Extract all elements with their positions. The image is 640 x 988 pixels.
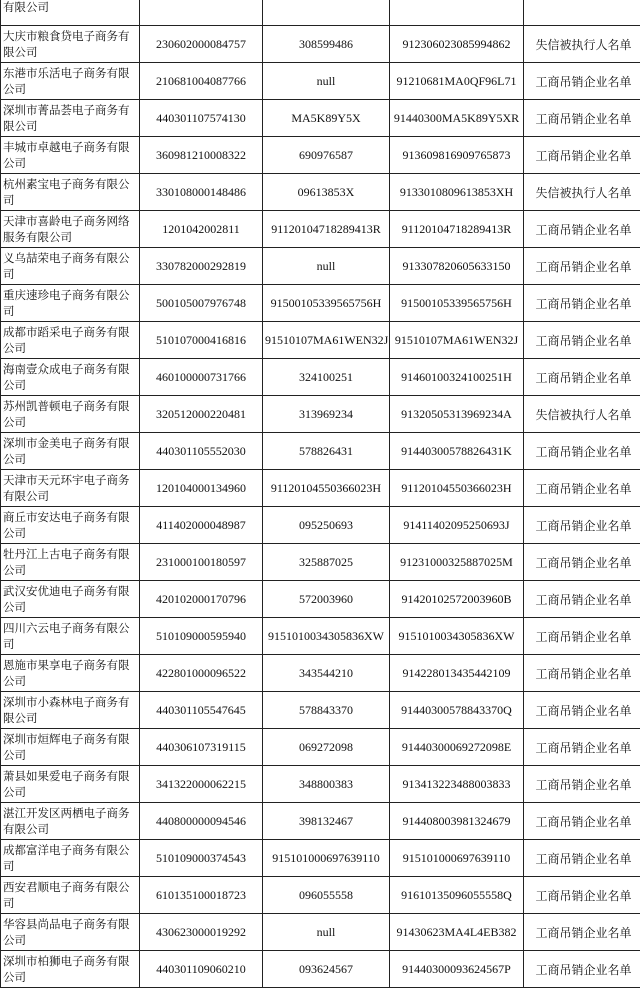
organization-code-cell: 343544210 xyxy=(263,655,390,692)
credit-code-cell: 91440300578843370Q xyxy=(390,692,524,729)
list-type-cell: 工商吊销企业名单 xyxy=(524,803,640,840)
credit-code-cell: 91320505313969234A xyxy=(390,396,524,433)
registration-number-cell: 500105007976748 xyxy=(140,285,263,322)
company-name-cell: 大庆市粮食贷电子商务有限公司 xyxy=(1,26,140,63)
registration-number-cell: 320512000220481 xyxy=(140,396,263,433)
list-type-cell: 工商吊销企业名单 xyxy=(524,248,640,285)
list-type-cell: 工商吊销企业名单 xyxy=(524,63,640,100)
registration-number-cell: 510109000374543 xyxy=(140,840,263,877)
table-row xyxy=(1,63,640,100)
company-name-cell: 苏州凯普顿电子商务有限公司 xyxy=(1,396,140,433)
organization-code-cell: null xyxy=(263,63,390,100)
credit-code-cell: 9151010034305836XW xyxy=(390,618,524,655)
company-name-cell: 恩施市果享电子商务有限公司 xyxy=(1,655,140,692)
credit-code-cell: 91231000325887025M xyxy=(390,544,524,581)
credit-code-cell: 91440300MA5K89Y5XR xyxy=(390,100,524,137)
credit-code-cell: 91230602308599486​2 xyxy=(390,26,524,63)
credit-code-cell: 91120104718289413R xyxy=(390,211,524,248)
organization-code-cell: 095250693 xyxy=(263,507,390,544)
credit-code-cell: 91460100324100251H xyxy=(390,359,524,396)
company-name-cell: 萧县如果爱电子商务有限公司 xyxy=(1,766,140,803)
organization-code-cell: 91510107MA61WEN32J xyxy=(263,322,390,359)
list-type-cell: 工商吊销企业名单 xyxy=(524,470,640,507)
table-row xyxy=(1,507,640,544)
credit-code-cell: 91440300578826431K xyxy=(390,433,524,470)
table-row xyxy=(1,544,640,581)
table-row xyxy=(1,803,640,840)
organization-code-cell: 313969234 xyxy=(263,396,390,433)
list-type-cell: 工商吊销企业名单 xyxy=(524,692,640,729)
table-row xyxy=(1,100,640,137)
table-row xyxy=(1,174,640,211)
list-type-cell: 工商吊销企业名单 xyxy=(524,951,640,988)
company-name-cell: 四川六云电子商务有限公司 xyxy=(1,618,140,655)
list-type-cell: 工商吊销企业名单 xyxy=(524,766,640,803)
company-name-cell: 深圳市小森林电子商务有限公司 xyxy=(1,692,140,729)
table-row xyxy=(1,951,640,988)
credit-code-cell: 91330782060563315​0 xyxy=(390,248,524,285)
credit-code-cell: 91360981690976587​3 xyxy=(390,137,524,174)
organization-code-cell: 578826431 xyxy=(263,433,390,470)
table-row xyxy=(1,581,640,618)
registration-number-cell: 420102000170796 xyxy=(140,581,263,618)
organization-code-cell: 325887025 xyxy=(263,544,390,581)
organization-code-cell: 91500105339565756H xyxy=(263,285,390,322)
company-name-cell: 丰城市卓越电子商务有限公司 xyxy=(1,137,140,174)
company-name-cell: 天津市喜龄电子商务网络服务有限公司 xyxy=(1,211,140,248)
registration-number-cell: 411402000048987 xyxy=(140,507,263,544)
table-row xyxy=(1,729,640,766)
list-type-cell: 工商吊销企业名单 xyxy=(524,285,640,322)
table-row xyxy=(1,618,640,655)
organization-code-cell: 096055558 xyxy=(263,877,390,914)
table-row xyxy=(1,137,640,174)
registration-number-cell: 330782000292819 xyxy=(140,248,263,285)
company-name-cell: 牡丹江上古电子商务有限公司 xyxy=(1,544,140,581)
list-type-cell xyxy=(524,0,640,26)
credit-code-cell: 91330108096138​53XH xyxy=(390,174,524,211)
organization-code-cell: 91120104718289413R xyxy=(263,211,390,248)
list-type-cell: 工商吊销企业名单 xyxy=(524,211,640,248)
list-type-cell: 工商吊销企业名单 xyxy=(524,914,640,951)
organization-code-cell: 308599486 xyxy=(263,26,390,63)
table-row xyxy=(1,877,640,914)
list-type-cell: 工商吊销企业名单 xyxy=(524,507,640,544)
organization-code-cell: 578843370 xyxy=(263,692,390,729)
registration-number-cell: 330108000148486 xyxy=(140,174,263,211)
credit-code-cell: 91440300093624567P xyxy=(390,951,524,988)
registration-number-cell: 440306107319115 xyxy=(140,729,263,766)
registration-number-cell: 210681004087766 xyxy=(140,63,263,100)
table-row xyxy=(1,396,640,433)
company-name-cell: 武汉安优迪电子商务有限公司 xyxy=(1,581,140,618)
company-name-cell: 东港市乐活电子商务有限公司 xyxy=(1,63,140,100)
table-row xyxy=(1,433,640,470)
credit-code-cell: 91422801343544210​9 xyxy=(390,655,524,692)
credit-code-cell: 91210681MA0QF96L71 xyxy=(390,63,524,100)
company-name-cell: 商丘市安达电子商务有限公司 xyxy=(1,507,140,544)
registration-number-cell: 440301105552030 xyxy=(140,433,263,470)
list-type-cell: 工商吊销企业名单 xyxy=(524,581,640,618)
registration-number-cell: 1201042002811 xyxy=(140,211,263,248)
registration-number-cell: 422801000096522 xyxy=(140,655,263,692)
company-name-cell: 重庆速珍电子商务有限公司 xyxy=(1,285,140,322)
registration-number-cell: 230602000084757 xyxy=(140,26,263,63)
table-row xyxy=(1,692,640,729)
organization-code-cell: 09613853X xyxy=(263,174,390,211)
list-type-cell: 工商吊销企业名单 xyxy=(524,544,640,581)
table-row xyxy=(1,26,640,63)
organization-code-cell: 572003960 xyxy=(263,581,390,618)
list-type-cell: 工商吊销企业名单 xyxy=(524,100,640,137)
credit-code-cell: 91610135096055558Q xyxy=(390,877,524,914)
list-type-cell: 失信被执行人名单 xyxy=(524,174,640,211)
company-name-cell: 成都市蹈采电子商务有限公司 xyxy=(1,322,140,359)
company-name-cell: 西安君顺电子商务有限公司 xyxy=(1,877,140,914)
organization-code-cell: null xyxy=(263,914,390,951)
registration-number-cell: 610135100018723 xyxy=(140,877,263,914)
list-type-cell: 工商吊销企业名单 xyxy=(524,618,640,655)
company-name-cell: 海南壹众成电子商务有限公司 xyxy=(1,359,140,396)
company-name-cell: 深圳市菁品荟电子商务有限公司 xyxy=(1,100,140,137)
company-table-body xyxy=(1,0,640,988)
registration-number-cell: 510109000595940 xyxy=(140,618,263,655)
registration-number-cell: 460100000731766 xyxy=(140,359,263,396)
registration-number-cell: 360981210008322 xyxy=(140,137,263,174)
registration-number-cell: 440800000094546 xyxy=(140,803,263,840)
company-name-cell: 杭州素宝电子商务有限公司 xyxy=(1,174,140,211)
list-type-cell: 失信被执行人名单 xyxy=(524,26,640,63)
list-type-cell: 工商吊销企业名单 xyxy=(524,877,640,914)
table-row xyxy=(1,248,640,285)
registration-number-cell: 440301109060210 xyxy=(140,951,263,988)
list-type-cell: 工商吊销企业名单 xyxy=(524,359,640,396)
table-row xyxy=(1,840,640,877)
company-name-cell: 深圳市烜辉电子商务有限公司 xyxy=(1,729,140,766)
company-name-cell: 华容县尚品电子商务有限公司 xyxy=(1,914,140,951)
organization-code-cell: 398132467 xyxy=(263,803,390,840)
table-row xyxy=(1,0,640,26)
organization-code-cell: MA5K89Y5X xyxy=(263,100,390,137)
credit-code-cell: 91120104550366023H xyxy=(390,470,524,507)
organization-code-cell: 093624567 xyxy=(263,951,390,988)
table-row xyxy=(1,914,640,951)
organization-code-cell: 348800383 xyxy=(263,766,390,803)
credit-code-cell: 91430623MA4L4EB382 xyxy=(390,914,524,951)
credit-code-cell: 91440300069272098E xyxy=(390,729,524,766)
table-row xyxy=(1,655,640,692)
credit-code-cell: 91341322348800383​3 xyxy=(390,766,524,803)
organization-code-cell: 9151010034305836XW xyxy=(263,618,390,655)
company-name-cell: 成都富洋电子商务有限公司 xyxy=(1,840,140,877)
organization-code-cell: 069272098 xyxy=(263,729,390,766)
table-row xyxy=(1,322,640,359)
company-name-cell: 湛江开发区两栖电子商务有限公司 xyxy=(1,803,140,840)
table-row xyxy=(1,359,640,396)
credit-code-cell xyxy=(390,0,524,26)
list-type-cell: 工商吊销企业名单 xyxy=(524,322,640,359)
registration-number-cell: 341322000062215 xyxy=(140,766,263,803)
organization-code-cell: 690976587 xyxy=(263,137,390,174)
list-type-cell: 工商吊销企业名单 xyxy=(524,840,640,877)
organization-code-cell: 91120104550366023H xyxy=(263,470,390,507)
organization-code-cell xyxy=(263,0,390,26)
company-name-cell: 天津市天元环宇电子商务有限公司 xyxy=(1,470,140,507)
list-type-cell: 失信被执行人名单 xyxy=(524,396,640,433)
list-type-cell: 工商吊销企业名单 xyxy=(524,729,640,766)
list-type-cell: 工商吊销企业名单 xyxy=(524,655,640,692)
registration-number-cell: 440301107574130 xyxy=(140,100,263,137)
list-type-cell: 工商吊销企业名单 xyxy=(524,137,640,174)
credit-code-cell: 91440800398132467​9 xyxy=(390,803,524,840)
credit-code-cell: 91500105339565756H xyxy=(390,285,524,322)
organization-code-cell: 91510100069763911​0 xyxy=(263,840,390,877)
table-row xyxy=(1,211,640,248)
table-row xyxy=(1,766,640,803)
credit-code-cell: 91420102572003960B xyxy=(390,581,524,618)
registration-number-cell xyxy=(140,0,263,26)
registration-number-cell: 430623000019292 xyxy=(140,914,263,951)
organization-code-cell: null xyxy=(263,248,390,285)
table-row xyxy=(1,470,640,507)
registration-number-cell: 510107000416816 xyxy=(140,322,263,359)
list-type-cell: 工商吊销企业名单 xyxy=(524,433,640,470)
company-name-cell: 深圳市柏狮电子商务有限公司 xyxy=(1,951,140,988)
company-name-cell: 深圳市金美电子商务有限公司 xyxy=(1,433,140,470)
credit-code-cell: 91510107MA61WEN32J xyxy=(390,322,524,359)
organization-code-cell: 324100251 xyxy=(263,359,390,396)
registration-number-cell: 120104000134960 xyxy=(140,470,263,507)
credit-code-cell: 91411402095250693J xyxy=(390,507,524,544)
credit-code-cell: 91510100069763911​0 xyxy=(390,840,524,877)
registration-number-cell: 440301105547645 xyxy=(140,692,263,729)
table-row xyxy=(1,285,640,322)
company-name-cell: 有限公司 xyxy=(1,0,140,26)
company-name-cell: 义乌喆荣电子商务有限公司 xyxy=(1,248,140,285)
registration-number-cell: 231000100180597 xyxy=(140,544,263,581)
